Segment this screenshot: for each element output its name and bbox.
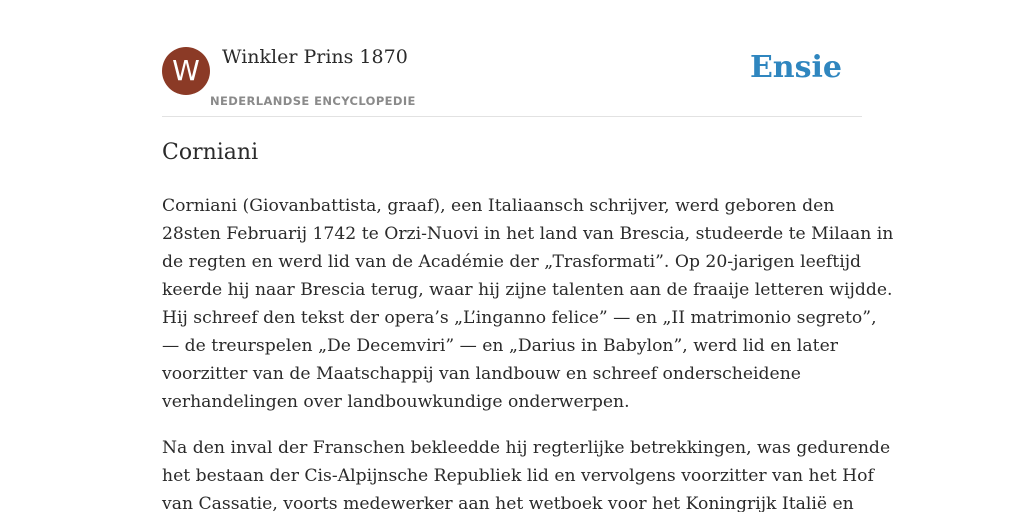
publication-avatar[interactable]: W bbox=[162, 47, 210, 95]
text-line: Corniani (Giovanbattista, graaf), een Italiaansch schrijver, werd geboren den bbox=[162, 196, 835, 216]
text-line: de regten en werd lid van de Académie der „Trasformati”. Op 20-jarigen leeftijd bbox=[162, 252, 862, 272]
article-paragraph bbox=[162, 434, 891, 512]
text-line: — de treurspelen „De Decemviri” — en „Darius in Babylon”, werd lid en later bbox=[162, 336, 838, 356]
article-body bbox=[162, 192, 894, 512]
text-line: voorzitter van de Maatschappij van landbouw en schreef onderscheidene bbox=[162, 364, 801, 384]
article-paragraph bbox=[162, 192, 894, 416]
publication-title[interactable]: Winkler Prins 1870 bbox=[222, 46, 408, 68]
text-line: Na den inval der Franschen bekleedde hij regterlijke betrekkingen, was gedurende bbox=[162, 438, 891, 458]
text-line: het bestaan der Cis-Alpijnsche Republiek lid en vervolgens voorzitter van het Hof bbox=[162, 466, 874, 486]
text-line: 28sten Februarij 1742 te Orzi-Nuovi in het land van Brescia, studeerde te Milaan in bbox=[162, 224, 894, 244]
site-header bbox=[162, 46, 862, 117]
text-line: verhandelingen over landbouwkundige onderwerpen. bbox=[162, 392, 630, 412]
ensie-logo-link[interactable]: Ensie bbox=[749, 50, 842, 85]
article-title: Corniani bbox=[162, 140, 259, 165]
text-line: van Cassatie, voorts medewerker aan het wetboek voor het Koningrijk Italië en bbox=[162, 494, 854, 512]
text-line: keerde hij naar Brescia terug, waar hij zijne talenten aan de fraaije letteren wijdde. bbox=[162, 280, 893, 300]
text-line: Hij schreef den tekst der opera’s „L’inganno felice” — en „II matrimonio segreto”, bbox=[162, 308, 877, 328]
publication-subtitle: NEDERLANDSE ENCYCLOPEDIE bbox=[210, 94, 416, 108]
